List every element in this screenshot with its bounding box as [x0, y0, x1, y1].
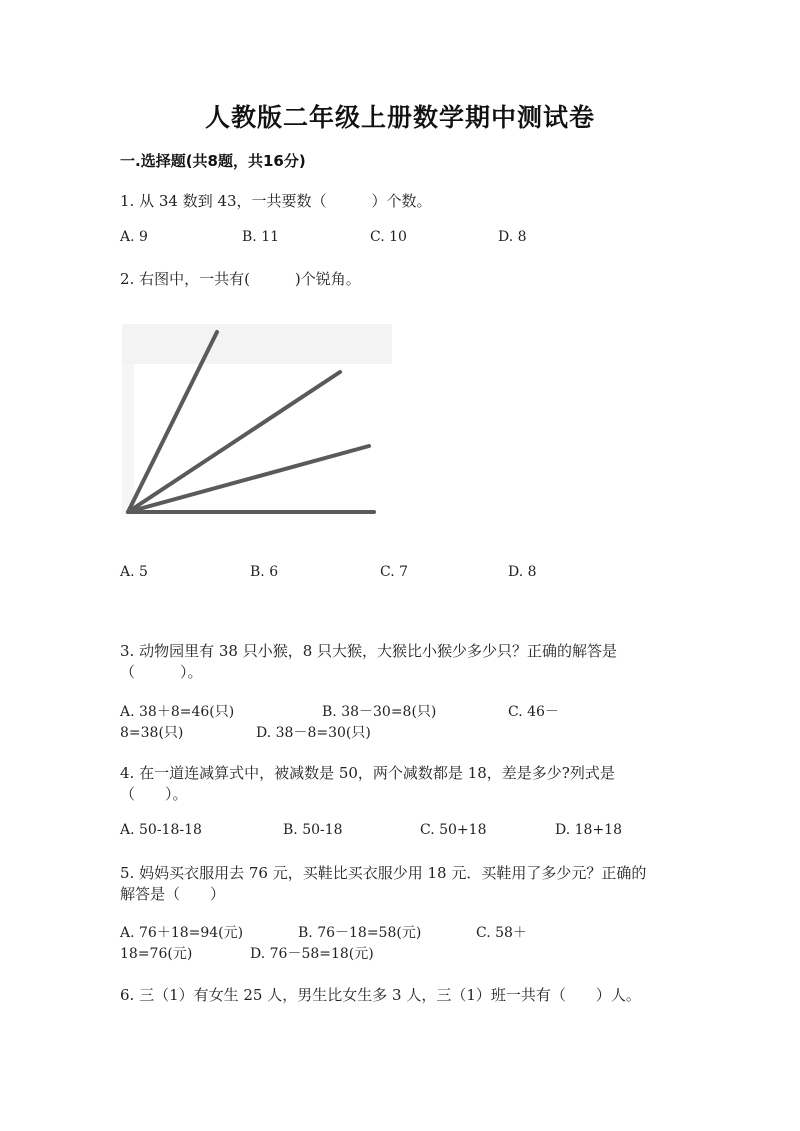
question-4-text-line2: （ ）。 [120, 785, 188, 803]
question-3-option-c-cont: 8=38(只) [120, 725, 184, 741]
question-5-option-a: A. 76＋18=94(元) [120, 925, 244, 941]
question-2-text: 2. 右图中，一共有( )个锐角。 [120, 270, 361, 288]
question-2-option-c: C. 7 [380, 564, 409, 580]
question-3-option-c: C. 46－ [508, 704, 559, 720]
question-1-option-a: A. 9 [120, 229, 148, 245]
question-2-option-b: B. 6 [250, 564, 279, 580]
section-heading: 一.选择题(共8题，共16分) [120, 152, 306, 170]
question-5-option-b: B. 76－18=58(元) [298, 925, 422, 941]
question-2-option-a: A. 5 [120, 564, 148, 580]
question-4-text-line1: 4. 在一道连减算式中，被减数是 50，两个减数都是 18，差是多少?列式是 [120, 764, 615, 782]
question-1-text: 1. 从 34 数到 43，一共要数（ ）个数。 [120, 192, 432, 210]
question-4-option-d: D. 18+18 [555, 822, 622, 838]
question-3-text-line2: （ ）。 [120, 663, 203, 681]
question-6-text: 6. 三（1）有女生 25 人，男生比女生多 3 人，三（1）班一共有（ ）人。 [120, 986, 641, 1004]
question-3-option-d: D. 38－8=30(只) [256, 725, 371, 741]
page-title: 人教版二年级上册数学期中测试卷 [204, 103, 595, 132]
question-5-option-c-cont: 18=76(元) [120, 946, 193, 962]
question-1-option-c: C. 10 [370, 229, 407, 245]
question-4-option-c: C. 50+18 [420, 822, 487, 838]
question-3-option-a: A. 38＋8=46(只) [120, 704, 235, 720]
question-3-text-line1: 3. 动物园里有 38 只小猴，8 只大猴，大猴比小猴少多少只？正确的解答是 [120, 642, 618, 660]
question-5-option-d: D. 76－58=18(元) [250, 946, 374, 962]
question-5-text-line1: 5. 妈妈买衣服用去 76 元，买鞋比买衣服少用 18 元．买鞋用了多少元？正确的 [120, 864, 647, 882]
question-2-option-d: D. 8 [508, 564, 537, 580]
question-4-option-a: A. 50-18-18 [120, 822, 202, 838]
question-1-option-d: D. 8 [498, 229, 527, 245]
acute-angles-diagram-icon [118, 318, 400, 524]
question-1-option-b: B. 11 [242, 229, 280, 245]
question-5-option-c: C. 58＋ [476, 925, 527, 941]
question-4-option-b: B. 50-18 [283, 822, 343, 838]
question-3-option-b: B. 38－30=8(只) [322, 704, 437, 720]
question-5-text-line2: 解答是（ ） [120, 885, 226, 903]
